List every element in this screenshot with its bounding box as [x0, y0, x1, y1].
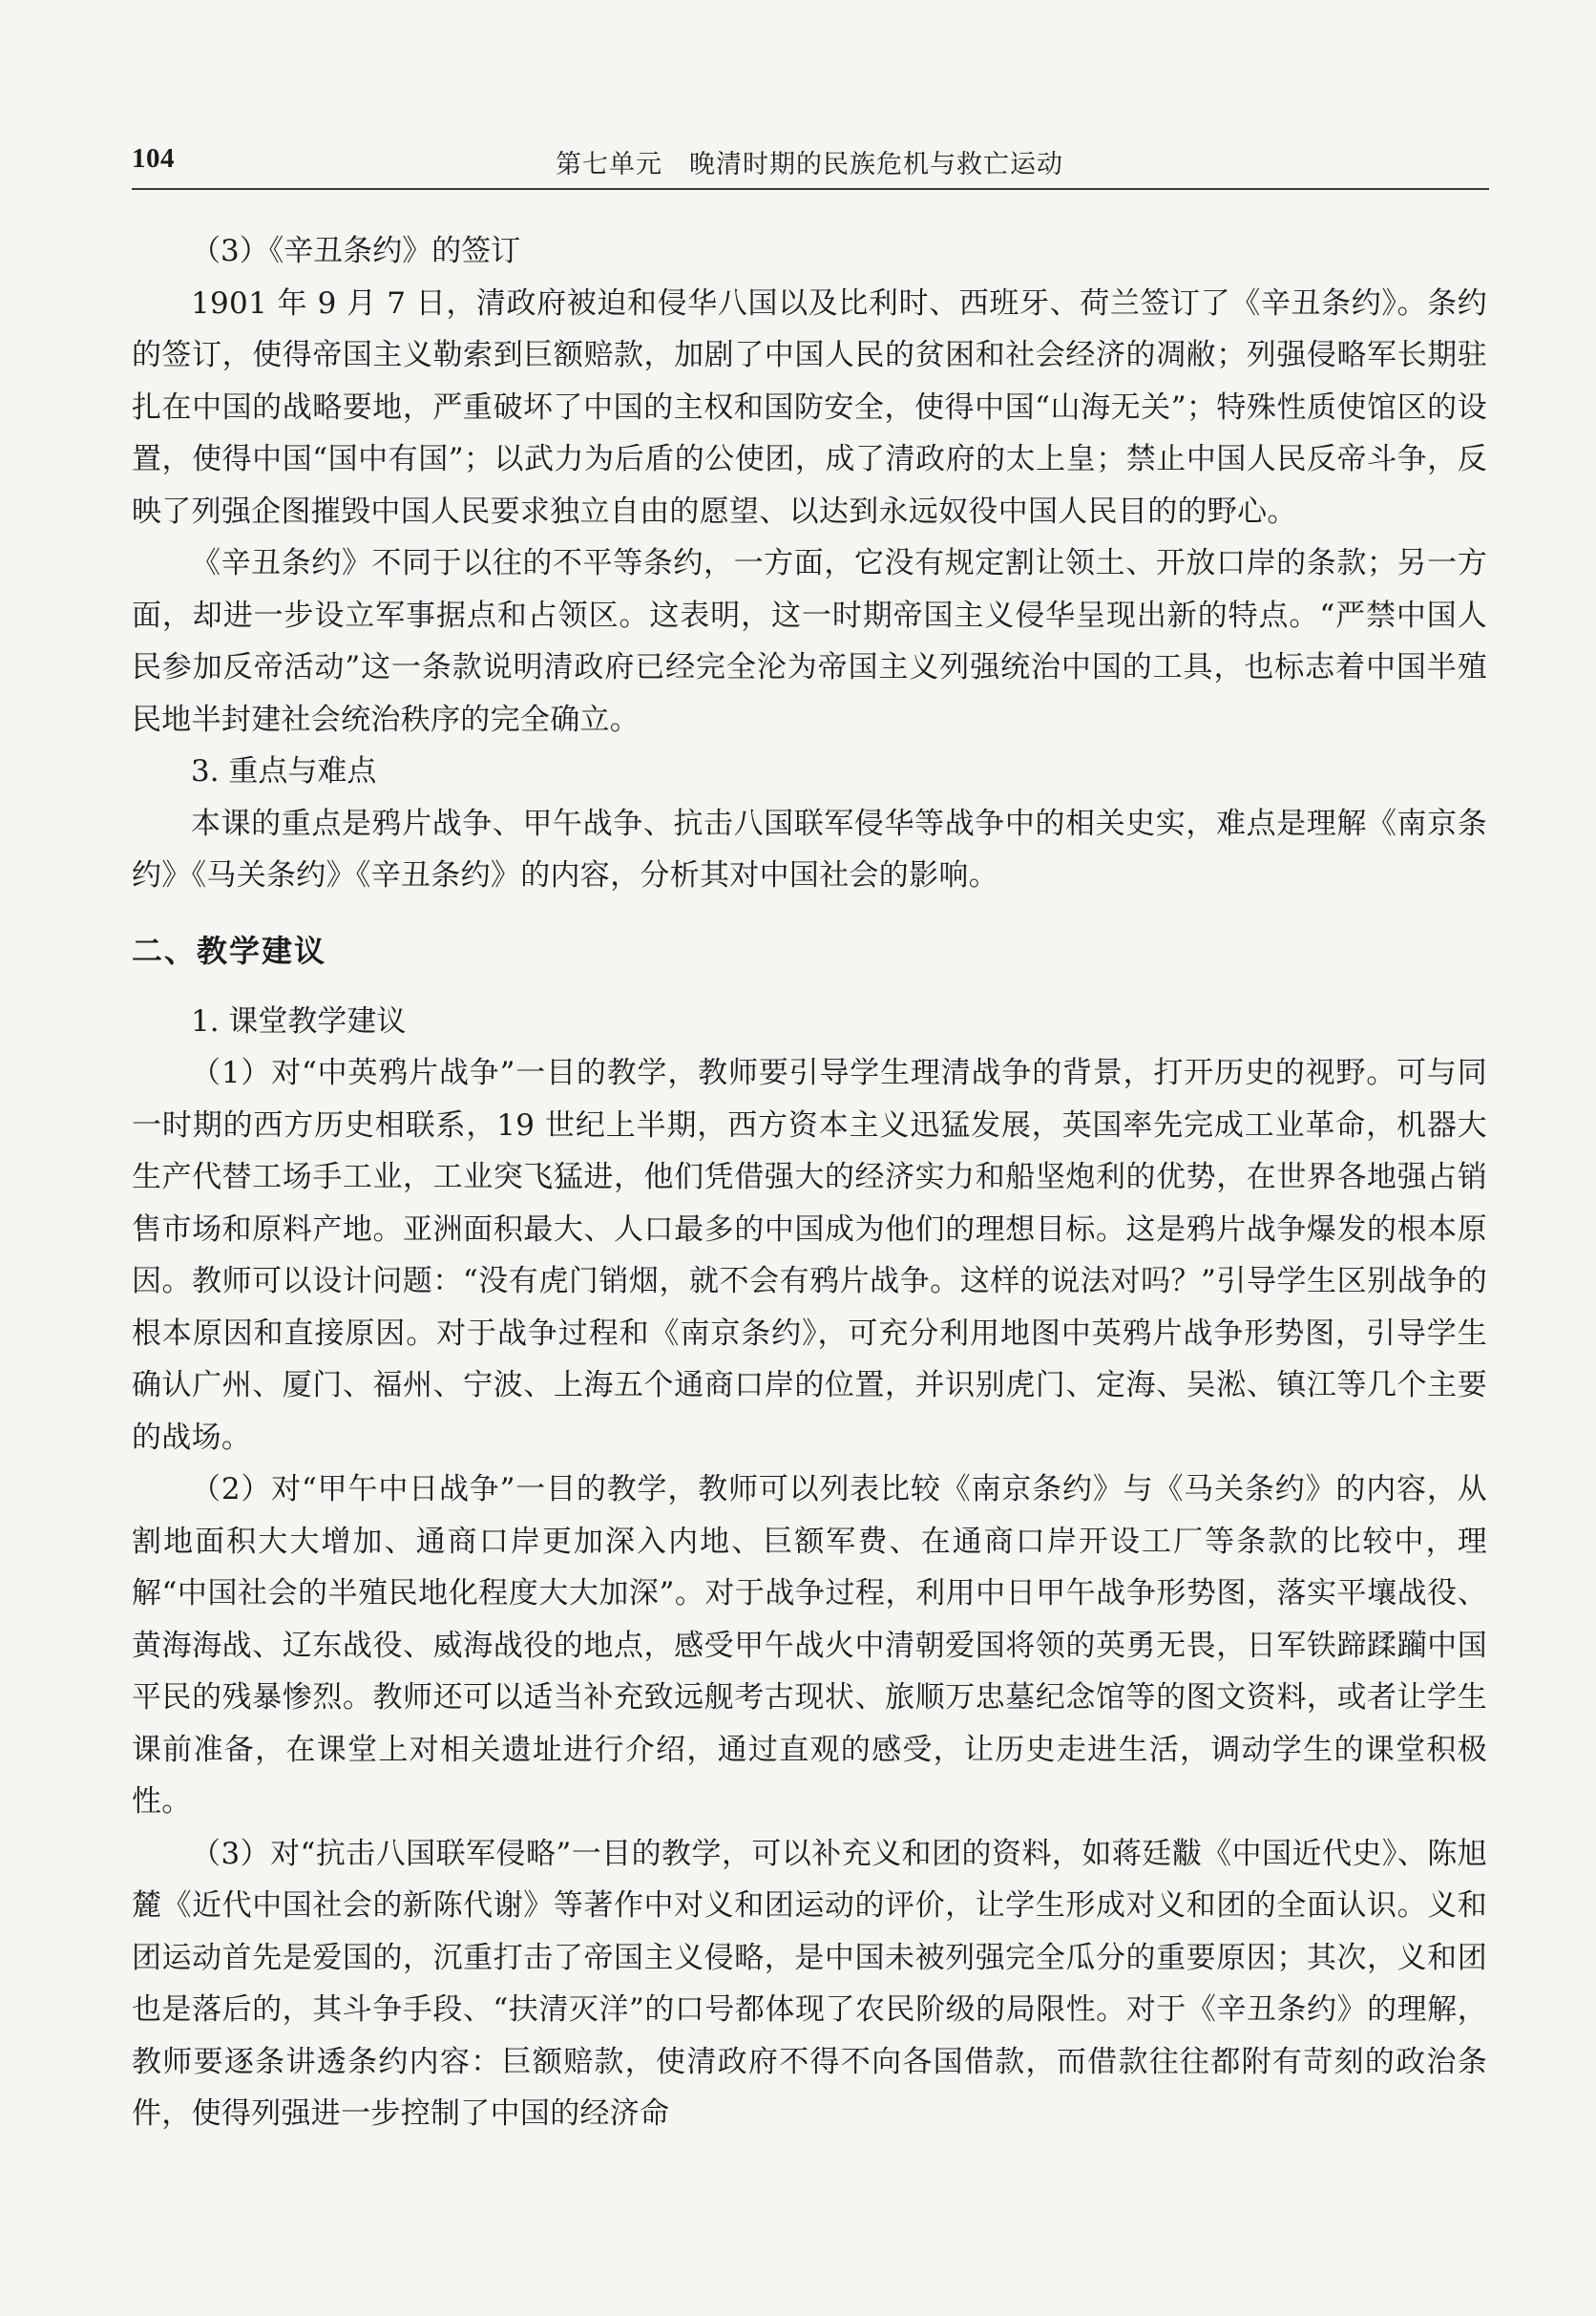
- paragraph: 1901 年 9 月 7 日，清政府被迫和侵华八国以及比利时、西班牙、荷兰签订了《辛丑条约》。条约的签订，使得帝国主义勒索到巨额赔款，加剧了中国人民的贫困和社会经济的凋敝；列强侵略军长期驻扎在中国的战略要地，严重破坏了中国的主权和国防安全，使得中国“山海无关”；特殊性质使馆区的设置，使得中国“国中有国”；以武力为后盾的公使团，成了清政府的太上皇；禁止中国人民反帝斗争，反映了列强企图摧毁中国人民要求独立自由的愿望、以达到永远奴役中国人民目的的野心。: [132, 285, 1487, 529]
- running-title: 第七单元 晚清时期的民族危机与救亡运动: [556, 150, 1063, 179]
- body-text: [132, 225, 1487, 2140]
- subheading-xinchou-signing: （3）《辛丑条约》的签订: [191, 234, 521, 268]
- paragraph: （1）对“中英鸦片战争”一目的教学，教师要引导学生理清战争的背景，打开历史的视野。可与同一时期的西方历史相联系，19 世纪上半期，西方资本主义迅猛发展，英国率先完成工业革命，机器大生产代替工场手工业，工业突飞猛进，他们凭借强大的经济实力和船坚炮利的优势，在世界各地强占销售市场和原料产地。亚洲面积最大、人口最多的中国成为他们的理想目标。这是鸦片战争爆发的根本原因。教师可以设计问题：“没有虎门销烟，就不会有鸦片战争。这样的说法对吗？”引导学生区别战争的根本原因和直接原因。对于战争过程和《南京条约》，可充分利用地图中英鸦片战争形势图，引导学生确认广州、厦门、福州、宁波、上海五个通商口岸的位置，并识别虎门、定海、吴淞、镇江等几个主要的战场。: [132, 1056, 1487, 1455]
- page-number: 104: [132, 143, 175, 174]
- page-header: [132, 139, 1487, 189]
- header-divider: [132, 188, 1489, 190]
- paragraph: 《辛丑条约》不同于以往的不平等条约，一方面，它没有规定割让领土、开放口岸的条款；另一方面，却进一步设立军事据点和占领区。这表明，这一时期帝国主义侵华呈现出新的特点。“严禁中国人民参加反帝活动”这一条款说明清政府已经完全沦为帝国主义列强统治中国的工具，也标志着中国半殖民地半封建社会统治秩序的完全确立。: [132, 546, 1487, 737]
- section-title-teaching-suggestions: 二、教学建议: [132, 932, 327, 969]
- subheading-key-points: 3. 重点与难点: [191, 754, 377, 789]
- paragraph: 本课的重点是鸦片战争、甲午战争、抗击八国联军侵华等战争中的相关史实，难点是理解《南京条约》《马关条约》《辛丑条约》的内容，分析其对中国社会的影响。: [132, 806, 1487, 893]
- paragraph: （3）对“抗击八国联军侵略”一目的教学，可以补充义和团的资料，如蒋廷黻《中国近代史》、陈旭麓《近代中国社会的新陈代谢》等著作中对义和团运动的评价，让学生形成对义和团的全面认识。义和团运动首先是爱国的，沉重打击了帝国主义侵略，是中国未被列强完全瓜分的重要原因；其次，义和团也是落后的，其斗争手段、“扶清灭洋”的口号都体现了农民阶级的局限性。对于《辛丑条约》的理解，教师要逐条讲透条约内容：巨额赔款，使清政府不得不向各国借款，而借款往往都附有苛刻的政治条件，使得列强进一步控制了中国的经济命: [132, 1836, 1487, 2131]
- paragraph: （2）对“甲午中日战争”一目的教学，教师可以列表比较《南京条约》与《马关条约》的内容，从割地面积大大增加、通商口岸更加深入内地、巨额军费、在通商口岸开设工厂等条款的比较中，理解“中国社会的半殖民地化程度大大加深”。对于战争过程，利用中日甲午战争形势图，落实平壤战役、黄海海战、辽东战役、威海战役的地点，感受甲午战火中清朝爱国将领的英勇无畏，日军铁蹄蹂躏中国平民的残暴惨烈。教师还可以适当补充致远舰考古现状、旅顺万忠墓纪念馆等的图文资料，或者让学生课前准备，在课堂上对相关遗址进行介绍，通过直观的感受，让历史走进生活，调动学生的课堂积极性。: [132, 1472, 1487, 1819]
- subheading-classroom-suggestions: 1. 课堂教学建议: [191, 1003, 407, 1039]
